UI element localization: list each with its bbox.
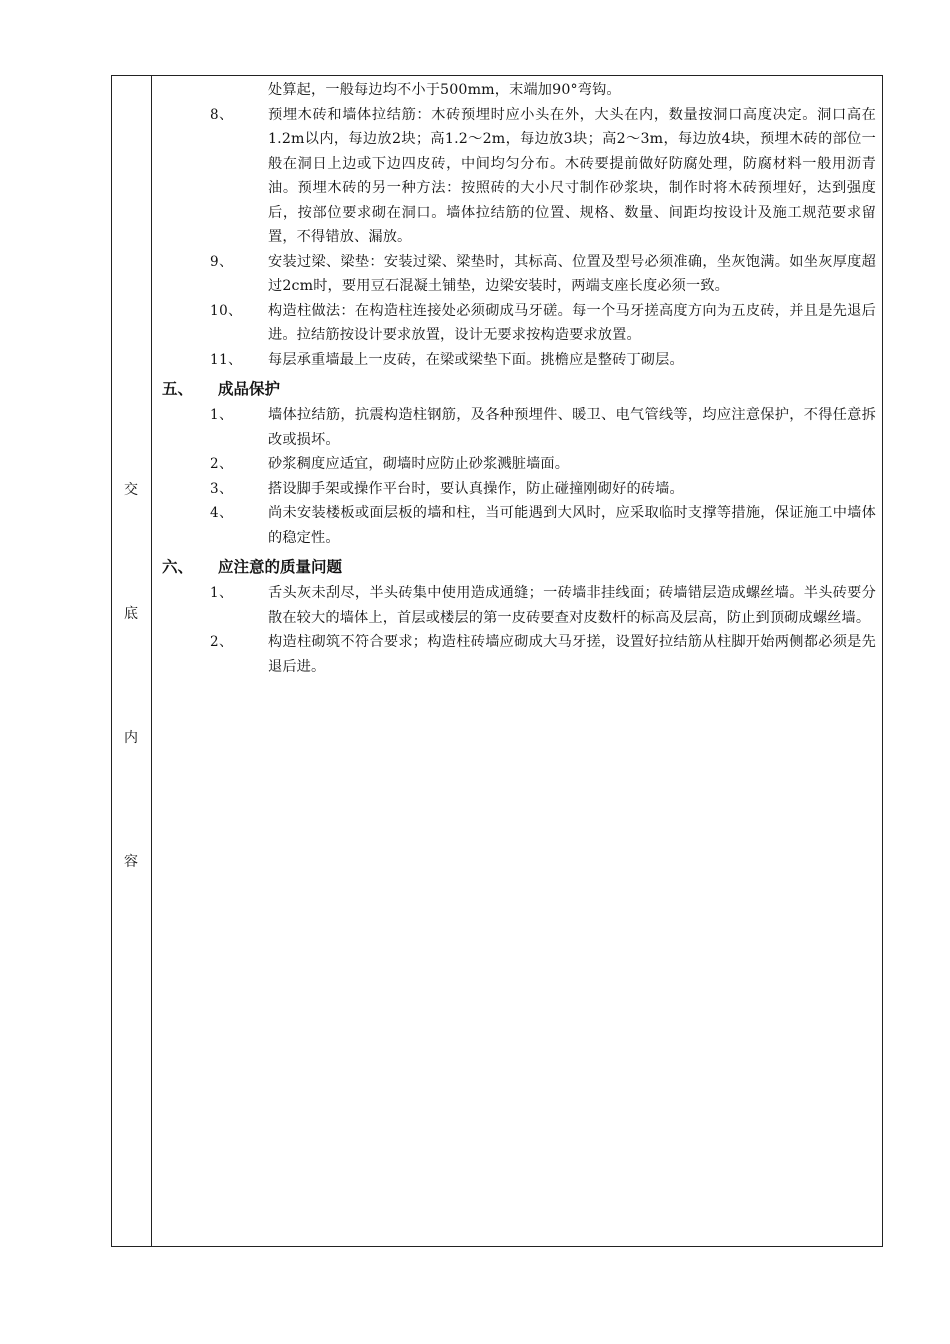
item-text: 处算起，一般每边均不小于500mm，末端加90°弯钩。 (268, 82, 621, 98)
list-item (160, 452, 876, 477)
list-item (160, 250, 876, 299)
item-number: 11、 (210, 351, 243, 368)
item-number: 2、 (210, 456, 234, 472)
list-item (160, 501, 876, 550)
item-text: 尚未安装楼板或面层板的墙和柱，当可能遇到大风时，应采取临时支撑等措施，保证施工中墙体的稳定性。 (268, 505, 876, 546)
section-number: 五、 (162, 380, 194, 398)
item-number: 3、 (210, 480, 234, 497)
list-item (160, 477, 876, 502)
item-number: 4、 (210, 505, 234, 521)
section-title: 成品保护 (218, 380, 281, 398)
item-text: 砂浆稠度应适宜，砌墙时应防止砂浆溅脏墙面。 (268, 456, 570, 472)
item-text: 构造柱砌筑不符合要求；构造柱砖墙应砌成大马牙搓，设置好拉结筋从柱脚开始两侧都必须是先退后进。 (268, 634, 876, 675)
list-item (160, 630, 876, 679)
item-text: 安装过梁、梁垫：安装过梁、梁垫时，其标高、位置及型号必须准确，坐灰饱满。如坐灰厚度超过2cm时，要用豆石混凝土铺垫，边梁安装时，两端支座长度必须一致。 (268, 253, 876, 294)
list-item (160, 299, 876, 348)
content-column (160, 78, 876, 679)
section-heading-6 (160, 556, 876, 578)
item-text: 搭设脚手架或操作平台时，要认真操作，防止碰撞刚砌好的砖墙。 (268, 480, 684, 497)
item-number: 8、 (210, 106, 234, 123)
side-label-char-2: 底 (124, 606, 138, 622)
item-text: 舌头灰未刮尽，半头砖集中使用造成通缝；一砖墙非挂线面；砖墙错层造成螺丝墙。半头砖要分散在较大的墙体上，首层或楼层的第一皮砖要查对皮数杆的标高及层高，防止到顶砌成螺丝墙。 (268, 585, 876, 626)
section-heading-5 (160, 378, 876, 400)
item-number: 10、 (210, 302, 243, 319)
list-item (160, 348, 876, 373)
item-number: 1、 (210, 407, 234, 423)
continuation-text (160, 78, 876, 103)
item-number: 2、 (210, 634, 234, 650)
item-text: 墙体拉结筋，抗震构造柱钢筋，及各种预埋件、暖卫、电气管线等，均应注意保护，不得任意拆改或损坏。 (268, 407, 876, 448)
item-text: 每层承重墙最上一皮砖，在梁或梁垫下面。挑檐应是整砖丁砌层。 (268, 351, 684, 368)
item-text: 构造柱做法：在构造柱连接处必须砌成马牙磋。每一个马牙搓高度方向为五皮砖，并且是先退后进。拉结筋按设计要求放置，设计无要求按构造要求放置。 (268, 302, 876, 343)
list-item (160, 103, 876, 250)
list-item (160, 581, 876, 630)
list-item (160, 403, 876, 452)
section-title: 应注意的质量问题 (218, 558, 343, 576)
item-text: 预埋木砖和墙体拉结筋：木砖预埋时应小头在外，大头在内，数量按洞口高度决定。洞口高在1.2m以内，每边放2块；高1.2～2m，每边放3块；高2～3m，每边放4块，预埋木砖的部位一般在洞日上边或下边四皮砖，中间均匀分布。木砖要提前做好防腐处理，防腐材料一般用沥青油。预埋木砖的另一种方法：按照砖的大小尺寸制作砂浆块，制作时将木砖预埋好，达到强度后，按部位要求砌在洞口。墙体拉结筋的位置、规格、数量、间距均按设计及施工规范要求留置，不得错放、漏放。 (268, 106, 876, 245)
item-number: 1、 (210, 585, 234, 601)
item-number: 9、 (210, 253, 234, 270)
side-label-char-3: 内 (124, 730, 138, 746)
side-label-char-1: 交 (124, 482, 138, 498)
column-divider (151, 75, 152, 1247)
side-label-char-4: 容 (124, 854, 138, 870)
section-number: 六、 (162, 558, 194, 576)
